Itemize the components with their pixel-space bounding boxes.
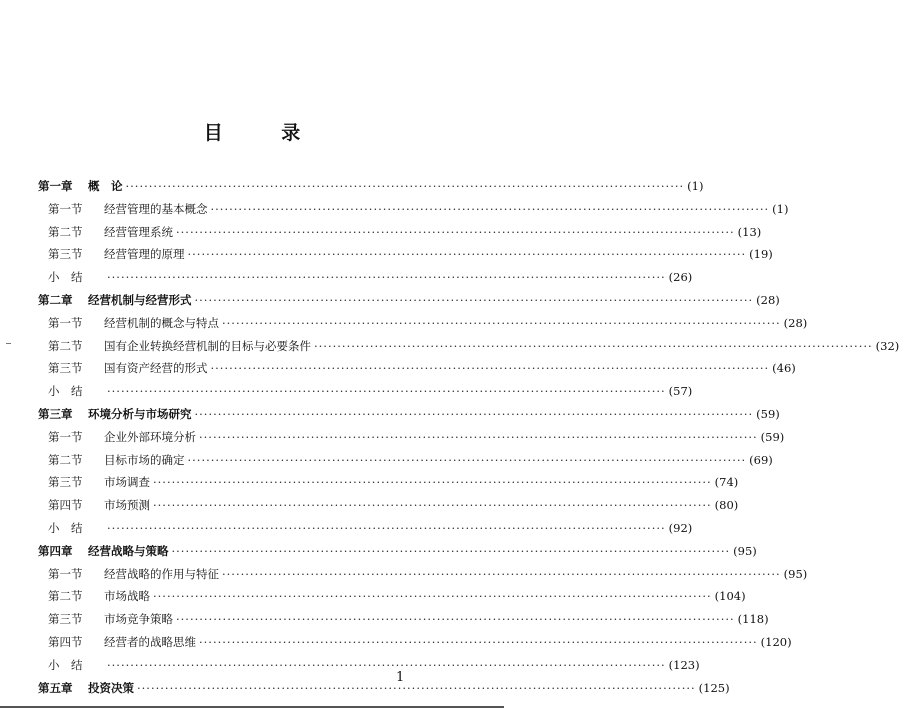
toc-section-row	[48, 267, 693, 287]
toc-entry-title: 概 论	[88, 179, 123, 193]
toc-entry-title: 市场预测	[104, 498, 150, 513]
toc-entry-label: 第二节	[48, 589, 83, 604]
toc-entry-page: (1)	[687, 179, 704, 193]
toc-dot-leader: ························································································································	[314, 338, 873, 353]
toc-dot-leader: ························································································································	[107, 384, 666, 399]
toc-entry-page: (26)	[668, 270, 693, 285]
toc-entry-page: (92)	[668, 521, 693, 535]
toc-entry-page: (59)	[760, 429, 785, 444]
toc-entry-title: 经营战略的作用与特征	[104, 566, 219, 581]
toc-entry-label: 第二节	[48, 338, 83, 353]
toc-chapter-row	[38, 678, 730, 698]
toc-entry-label: 第二章	[38, 293, 73, 307]
toc-entry-label: 第一节	[48, 429, 83, 444]
toc-entry-title: 经营机制的概念与特点	[104, 315, 219, 330]
toc-section-row	[48, 655, 700, 675]
toc-entry-title: 国有企业转换经营机制的目标与必要条件	[104, 338, 311, 353]
toc-section-row	[48, 427, 785, 447]
toc-entry-title: 市场调查	[104, 475, 150, 490]
toc-section-row	[48, 632, 792, 652]
toc-entry-label: 第一章	[38, 179, 73, 193]
toc-entry-label: 第五章	[38, 680, 73, 695]
toc-entry-title: 投资决策	[88, 680, 134, 695]
toc-entry-page: (57)	[668, 384, 693, 399]
toc-entry-title: 市场竞争策略	[104, 612, 173, 627]
toc-section-row	[48, 336, 899, 356]
scan-mark	[6, 343, 11, 344]
toc-section-row	[48, 381, 693, 401]
toc-entry-page: (120)	[760, 635, 792, 649]
toc-section-row	[48, 222, 762, 242]
toc-entry-label: 第三节	[48, 612, 83, 627]
toc-entry-page: (28)	[756, 293, 780, 307]
toc-entry-title: 经营机制与经营形式	[88, 293, 192, 307]
toc-dot-leader: ························································································································	[199, 429, 758, 444]
toc-entry-page: (69)	[749, 452, 773, 467]
toc-dot-leader: ························································································································	[153, 589, 712, 604]
toc-entry-title: 经营者的战略思维	[104, 635, 196, 649]
toc-entry-page: (95)	[783, 566, 808, 581]
toc-entry-title: 经营战略与策略	[88, 543, 169, 558]
toc-entry-label: 第四节	[48, 498, 83, 513]
toc-entry-page: (95)	[733, 543, 757, 558]
toc-entry-title: 国有资产经营的形式	[104, 361, 208, 376]
toc-section-row	[48, 564, 808, 584]
toc-section-row	[48, 518, 693, 538]
toc-entry-page: (104)	[714, 589, 746, 604]
toc-dot-leader: ························································································································	[222, 566, 781, 581]
toc-entry-label: 小 结	[48, 270, 83, 285]
toc-entry-label: 第四节	[48, 635, 83, 649]
toc-entry-page: (1)	[772, 201, 789, 216]
toc-entry-page: (123)	[668, 657, 700, 672]
toc-dot-leader: ························································································································	[107, 657, 666, 672]
toc-entry-page: (46)	[772, 361, 796, 376]
toc-entry-title: 企业外部环境分析	[104, 429, 196, 444]
toc-dot-leader: ························································································································	[187, 452, 747, 467]
toc-entry-title: 环境分析与市场研究	[88, 407, 192, 421]
toc-dot-leader: ························································································································	[153, 475, 712, 490]
toc-dot-leader: ························································································································	[137, 680, 696, 695]
toc-entry-page: (19)	[749, 247, 773, 262]
toc-entry-label: 第一节	[48, 315, 83, 330]
scan-bottom-edge	[0, 706, 504, 708]
toc-dot-leader: ························································································································	[194, 293, 754, 307]
toc-dot-leader: ························································································································	[176, 224, 735, 239]
toc-dot-leader: ························································································································	[153, 498, 712, 513]
toc-entry-page: (125)	[698, 680, 730, 695]
toc-section-row	[48, 244, 773, 264]
toc-dot-leader: ························································································································	[210, 201, 770, 216]
toc-dot-leader: ························································································································	[176, 612, 735, 627]
toc-entry-label: 第三节	[48, 247, 83, 262]
toc-entry-page: (28)	[783, 315, 808, 330]
toc-entry-page: (32)	[875, 338, 899, 353]
toc-dot-leader: ························································································································	[199, 635, 758, 649]
toc-entry-page: (80)	[714, 498, 739, 513]
page-title: 目 录	[203, 122, 327, 144]
toc-dot-leader: ························································································································	[222, 315, 781, 330]
toc-dot-leader: ························································································································	[125, 179, 685, 193]
toc-entry-label: 第二节	[48, 224, 83, 239]
toc-entry-label: 第三章	[38, 407, 73, 421]
toc-entry-label: 小 结	[48, 384, 83, 399]
toc-entry-page: (13)	[737, 224, 762, 239]
toc-section-row	[48, 450, 773, 470]
toc-section-row	[48, 609, 769, 629]
toc-entry-page: (59)	[756, 407, 780, 421]
toc-entry-title: 经营管理系统	[104, 224, 173, 239]
toc-entry-title: 经营管理的基本概念	[104, 201, 208, 216]
toc-dot-leader: ························································································································	[107, 270, 666, 285]
toc-dot-leader: ························································································································	[194, 407, 754, 421]
toc-entry-label: 小 结	[48, 521, 83, 535]
toc-entry-label: 第一节	[48, 201, 83, 216]
toc-entry-title: 目标市场的确定	[104, 452, 185, 467]
toc-section-row	[48, 495, 739, 515]
toc-chapter-row	[38, 404, 780, 424]
toc-section-row	[48, 313, 808, 333]
toc-chapter-row	[38, 541, 757, 561]
toc-entry-title: 经营管理的原理	[104, 247, 185, 262]
toc-chapter-row	[38, 176, 704, 196]
toc-section-row	[48, 472, 739, 492]
toc-section-row	[48, 199, 789, 219]
toc-dot-leader: ························································································································	[187, 247, 747, 262]
toc-entry-label: 第三节	[48, 475, 83, 490]
toc-dot-leader: ························································································································	[210, 361, 770, 376]
toc-chapter-row	[38, 290, 780, 310]
toc-dot-leader: ························································································································	[107, 521, 666, 535]
toc-entry-page: (118)	[737, 612, 769, 627]
toc-entry-label: 第二节	[48, 452, 83, 467]
toc-entry-label: 第一节	[48, 566, 83, 581]
toc-entry-page: (74)	[714, 475, 739, 490]
toc-entry-label: 小 结	[48, 657, 83, 672]
toc-entry-label: 第三节	[48, 361, 83, 376]
toc-entry-label: 第四章	[38, 543, 73, 558]
toc-entry-title: 市场战略	[104, 589, 150, 604]
toc-section-row	[48, 586, 746, 606]
toc-section-row	[48, 358, 796, 378]
page-number: 1	[396, 670, 405, 685]
toc-dot-leader: ························································································································	[171, 543, 731, 558]
